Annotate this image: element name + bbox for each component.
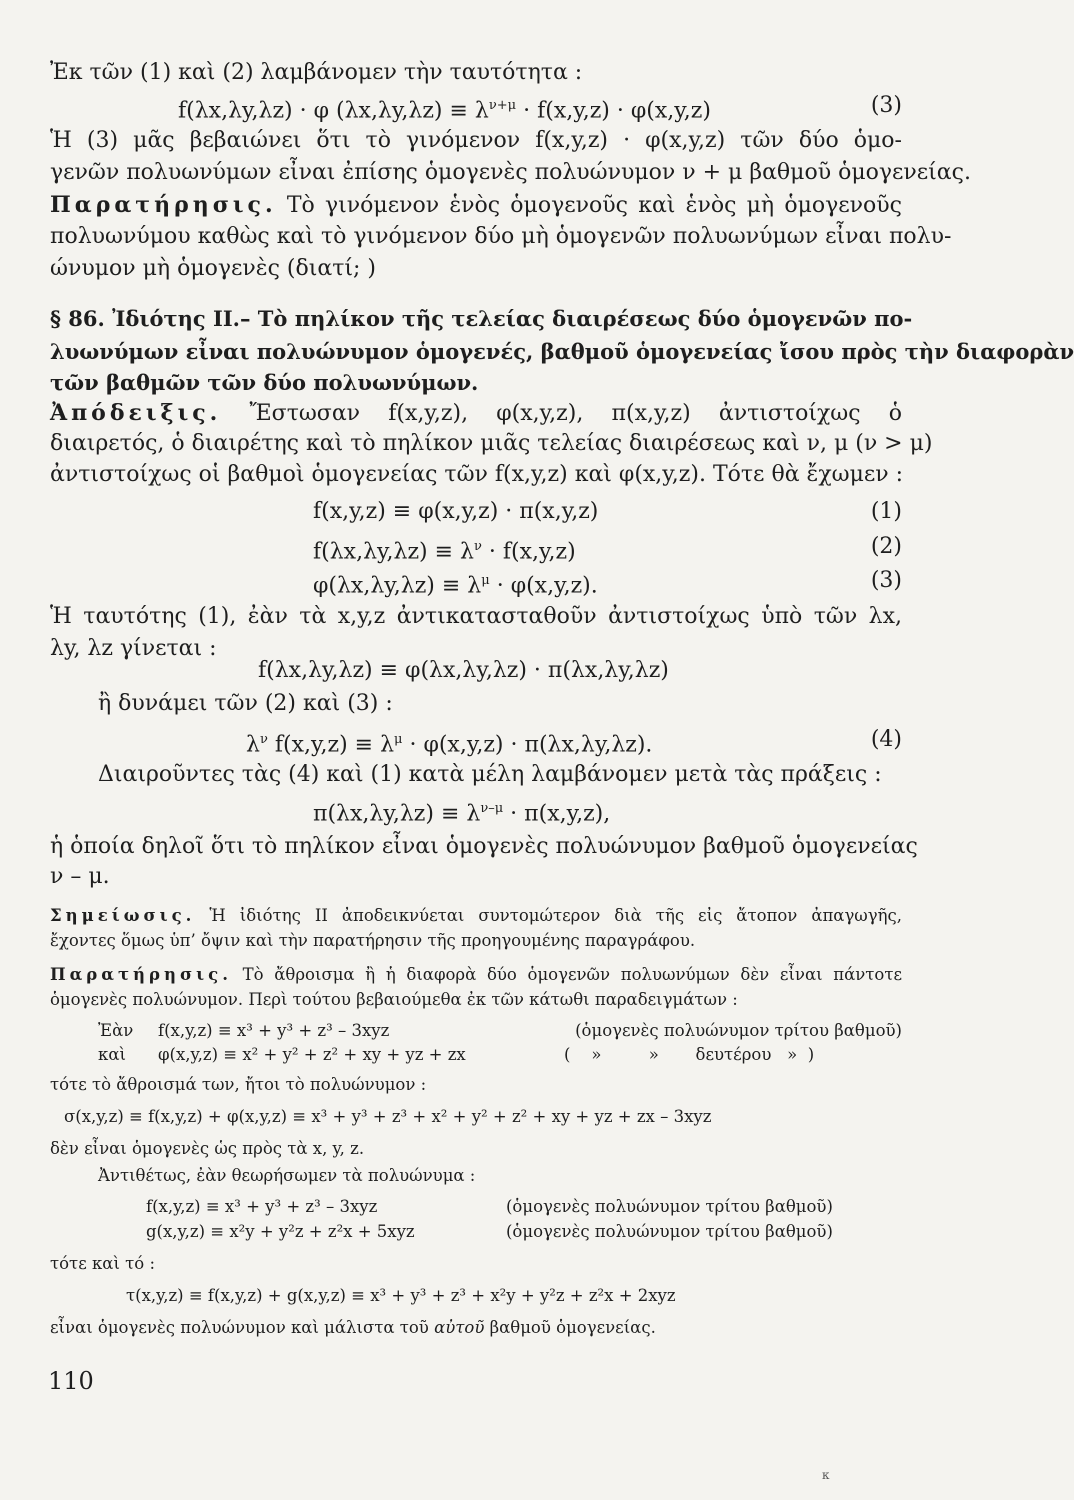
equation-comment: (ὁμογενὲς πολυώνυμον τρίτου βαθμοῦ) <box>506 1197 833 1216</box>
section-heading: λυωνύμων εἶναι πολυώνυμον ὁμογενές, βαθμοῦ ὁμογενείας ἴσου πρὸς τὴν διαφορὰν <box>50 339 1074 364</box>
equation-quotient: $\pi(\lambda x,\lambda y,\lambda z) \equiv \lambda^{\nu-\mu} \cdot \pi(x,y,z)$, <box>313 801 611 827</box>
section-heading: τῶν βαθμῶν τῶν δύο πολυωνύμων. <box>50 370 479 395</box>
note-heading: Σημείωσις. <box>50 906 196 925</box>
text-line: ἡ ὁποία δηλοῖ ὅτι τὸ πηλίκον εἶναι ὁμογενὲς πολυώνυμον βαθμοῦ ὁμογενείας <box>50 834 918 859</box>
text-line: Παρατήρησις. Τὸ ἄθροισμα ἢ ἡ διαφορὰ δύο ὁμογενῶν πολυωνύμων δὲν εἶναι πάντοτε <box>50 965 902 984</box>
equation-1: f(x,y,z) ≡ φ(x,y,z) · π(x,y,z) <box>313 499 599 524</box>
text-line: ώνυμον μὴ ὁμογενὲς (διατί; ) <box>50 256 376 281</box>
text-line: ἀντιστοίχως οἱ βαθμοὶ ὁμογενείας τῶν f(x,y,z) καὶ φ(x,y,z). Τότε θὰ ἔχωμεν : <box>50 462 904 487</box>
equation-comment: (ὁμογενὲς πολυώνυμον τρίτου βαθμοῦ) <box>506 1222 833 1241</box>
text-line: γενῶν πολυωνύμων εἶναι ἐπίσης ὁμογενὲς πολυώνυμον ν + μ βαθμοῦ ὁμογενείας. <box>50 160 971 185</box>
equation-3: $\varphi(\lambda x,\lambda y,\lambda z) \equiv \lambda^\mu \cdot \varphi(x,y,z)$. <box>313 573 598 599</box>
text-line: λy, λz γίνεται : <box>50 636 217 661</box>
equation-number: (2) <box>870 534 902 559</box>
equation-number: (1) <box>870 499 902 524</box>
equation-number: (3) <box>870 568 902 593</box>
text-line: δὲν εἶναι ὁμογενὲς ὡς πρὸς τὰ x, y, z. <box>50 1139 365 1158</box>
text-line: Διαιροῦντες τὰς (4) καὶ (1) κατὰ μέλη λαμβάνομεν μετὰ τὰς πράξεις : <box>98 762 882 787</box>
emphasis: αὐτοῦ <box>434 1318 485 1337</box>
equation-example: g(x,y,z) ≡ x²y + y²z + z²x + 5xyz <box>146 1222 415 1241</box>
page-number: 110 <box>48 1367 94 1395</box>
text-line: Ἐκ τῶν (1) καὶ (2) λαμβάνομεν τὴν ταυτότητα : <box>50 60 583 85</box>
text-line: Ἡ (3) μᾶς βεβαιώνει ὅτι τὸ γινόμενον f(x,y,z) · φ(x,y,z) τῶν δύο ὁμο- <box>50 128 902 153</box>
text-line: τότε καὶ τό : <box>50 1254 156 1273</box>
text-line: Ἀντιθέτως, ἐὰν θεωρήσωμεν τὰ πολυώνυμα : <box>98 1166 476 1185</box>
text-line: τότε τὸ ἄθροισμά των, ἤτοι τὸ πολυώνυμον : <box>50 1075 427 1094</box>
text-line: Ἡ ταυτότης (1), ἐὰν τὰ x,y,z ἀντικατασταθοῦν ἀντιστοίχως ὑπὸ τῶν λx, <box>50 604 902 629</box>
text-line: Ἐὰν <box>98 1021 134 1040</box>
text-line: ν – μ. <box>50 864 110 889</box>
equation-number: (3) <box>870 93 902 118</box>
text-line: καὶ <box>98 1045 126 1064</box>
text-line: Σημείωσις. Ἡ ἰδιότης II ἀποδεικνύεται συντομώτερον διὰ τῆς εἰς ἄτοπον ἀπαγωγῆς, <box>50 906 902 925</box>
text-line: διαιρετός, ὁ διαιρέτης καὶ τὸ πηλίκον μιᾶς τελείας διαιρέσεως καὶ ν, μ (ν > μ) <box>50 431 933 456</box>
equation-comment: (ὁμογενὲς πολυώνυμον τρίτου βαθμοῦ) <box>575 1021 902 1040</box>
equation-sum: τ(x,y,z) ≡ f(x,y,z) + g(x,y,z) ≡ x³ + y³ + z³ + x²y + y²z + z²x + 2xyz <box>126 1286 676 1305</box>
text-line: ἢ δυνάμει τῶν (2) καὶ (3) : <box>98 691 393 716</box>
text-line: εἶναι ὁμογενὲς πολυώνυμον καὶ μάλιστα τοῦ αὐτοῦ βαθμοῦ ὁμογενείας. <box>50 1318 656 1337</box>
text-line: ὁμογενὲς πολυώνυμον. Περὶ τούτου βεβαιούμεθα ἐκ τῶν κάτωθι παραδειγμάτων : <box>50 990 738 1009</box>
text-line: πολυωνύμου καθὼς καὶ τὸ γινόμενον δύο μὴ ὁμογενῶν πολυωνύμων εἶναι πολυ- <box>50 224 952 249</box>
equation-3: f(λx,λy,λz) · φ $(\lambda x,\lambda y,\lambda z) \equiv \lambda^{\nu+\mu} \cdot f(x,y,z) \cdot \varphi(x,y,z)$ <box>178 98 711 124</box>
text-line: ἔχοντες ὅμως ὑπ’ ὄψιν καὶ τὴν παρατήρησιν τῆς προηγουμένης παραγράφου. <box>50 931 696 950</box>
corner-mark: κ <box>822 1468 830 1482</box>
remark-heading: Παρατήρησις. <box>50 965 232 984</box>
equation-number: (4) <box>870 727 902 752</box>
equation-example: f(x,y,z) ≡ x³ + y³ + z³ – 3xyz <box>146 1197 378 1216</box>
proof-heading: Ἀπόδειξις. <box>50 400 222 426</box>
text-line: Παρατήρησις. Τὸ γινόμενον ἑνὸς ὁμογενοῦς καὶ ἑνὸς μὴ ὁμογενοῦς <box>50 192 902 218</box>
equation-example: φ(x,y,z) ≡ x² + y² + z² + xy + yz + zx <box>158 1045 466 1064</box>
section-heading: § 86. Ἰδιότης II.– Τὸ πηλίκον τῆς τελείας διαιρέσεως δύο ὁμογενῶν πο- <box>50 306 913 331</box>
remark-heading: Παρατήρησις. <box>50 192 277 218</box>
equation-2: $f(\lambda x,\lambda y,\lambda z) \equiv \lambda^\nu \cdot f(x,y,z)$ <box>313 539 576 565</box>
equation-example: f(x,y,z) ≡ x³ + y³ + z³ – 3xyz <box>158 1021 390 1040</box>
equation-substitution: f(λx,λy,λz) ≡ φ(λx,λy,λz) · π(λx,λy,λz) <box>258 658 669 683</box>
text-line: Ἀπόδειξις. Ἔστωσαν f(x,y,z), φ(x,y,z), π(x,y,z) ἀντιστοίχως ὁ <box>50 400 902 426</box>
equation-sum: σ(x,y,z) ≡ f(x,y,z) + φ(x,y,z) ≡ x³ + y³ + z³ + x² + y² + z² + xy + yz + zx – 3xyz <box>64 1107 712 1126</box>
equation-comment: ( » » δευτέρου » ) <box>564 1045 815 1064</box>
equation-4: $\lambda^\nu$ $f(x,y,z) \equiv \lambda^\mu \cdot \varphi(x,y,z) \cdot \pi(\lambda x,\lambda y,\lambda z)$. <box>246 732 653 758</box>
